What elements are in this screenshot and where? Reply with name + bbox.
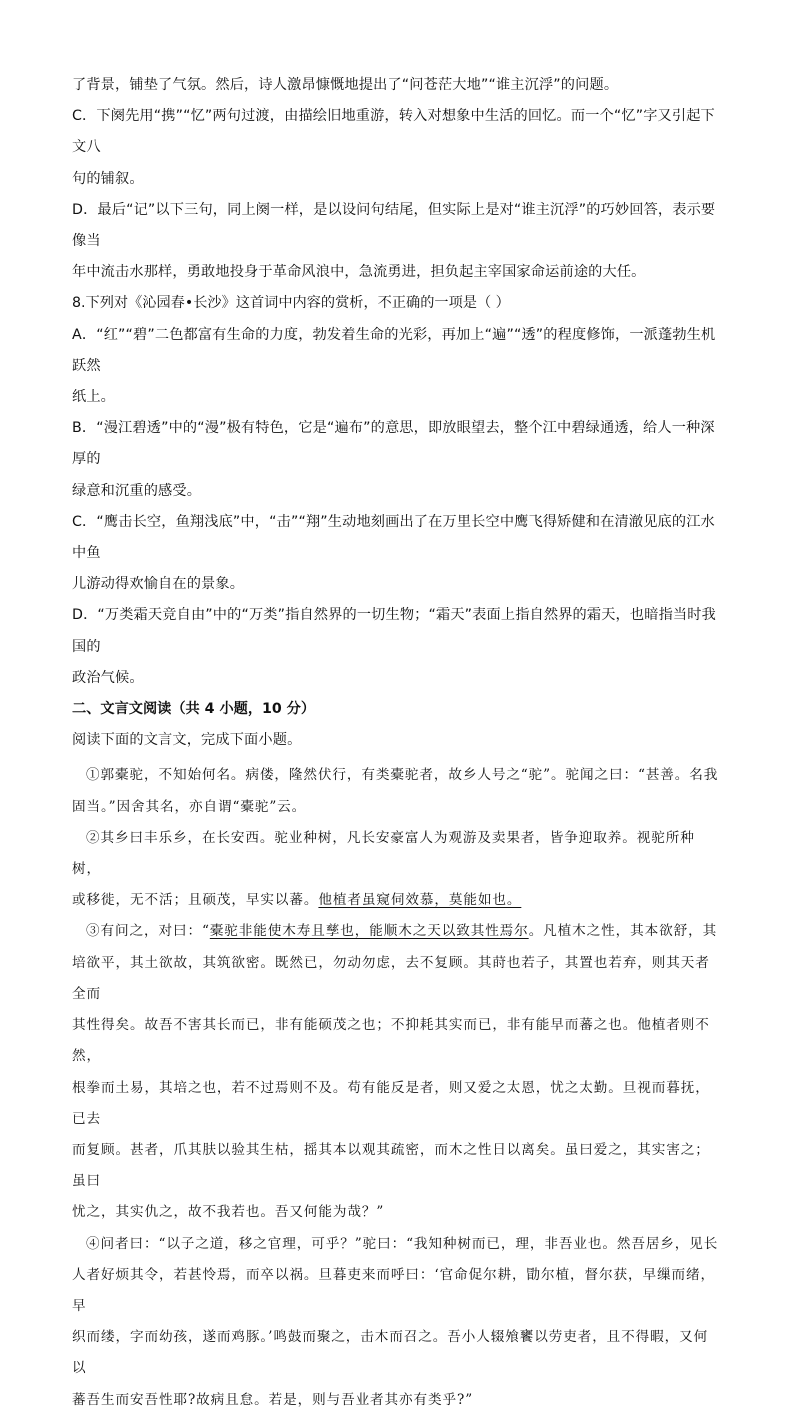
option-d-line: 年中流击水那样，勇敢地投身于革命风浪中，急流勇进，担负起主宰国家命运前途的大任。 xyxy=(72,264,646,281)
question-8: 8.下列对《沁园春•长沙》这首词中内容的赏析，不正确的一项是（ ） xyxy=(72,295,510,312)
q8-option-d: D．“万类霜天竞自由”中的“万类”指自然界的一切生物；“霜天”表面上指自然界的霜天，也暗指当时我国的 xyxy=(72,607,716,655)
passage-paragraph-2: ②其乡曰丰乐乡，在长安西。驼业种树，凡长安豪富人为观游及卖果者，皆争迎取养。视驼所种树， xyxy=(72,829,695,878)
passage-paragraph-2 xyxy=(72,885,722,916)
passage-paragraph-1: ①郭橐驼，不知始何名。病偻，隆然伏行，有类橐驼者，故乡人号之“驼”。驼闻之曰：“甚善。名我 xyxy=(86,767,719,784)
passage-paragraph-3: 其性得矣。故吾不害其长而已，非有能硕茂之也；不抑耗其实而已，非有能早而蕃之也。他植者则不然， xyxy=(72,1017,710,1065)
instruction: 阅读下面的文言文，完成下面小题。 xyxy=(72,732,302,749)
passage-paragraph-4: ④问者曰：“以子之道，移之官理，可乎？”驼曰：“我知种树而已，理，非吾业也。然吾居乡，见长 xyxy=(86,1235,719,1252)
passage-paragraph-4: 蕃吾生而安吾性耶?故病且怠。若是，则与吾业者其亦有类乎?” xyxy=(72,1391,474,1408)
passage-paragraph-3: 根拳而土易，其培之也，若不过焉则不及。苟有能反是者，则又爱之太恩，忧之太勤。旦视而暮抚，已去 xyxy=(72,1079,710,1127)
q8-option-b: 绿意和沉重的感受。 xyxy=(72,482,202,499)
passage-paragraph-4: 织而缕，字而幼孩，遂而鸡豚。’鸣鼓而聚之，击木而召之。吾小人辍飧饔以劳吏者，且不得暇，又何以 xyxy=(72,1329,709,1377)
q8-option-c: 儿游动得欢愉自在的景象。 xyxy=(72,576,245,593)
passage-paragraph-1: 固当。”因舍其名，亦自谓“橐驼”云。 xyxy=(72,798,307,815)
passage-paragraph-3: 培欲平，其土欲故，其筑欲密。既然已，勿动勿虑，去不复顾。其莳也若子，其置也若弃，则其天者全而 xyxy=(72,954,710,1002)
option-c-line: C．下阕先用“携”“忆”两句过渡，由描绘旧地重游，转入对想象中生活的回忆。而一个“忆”字又引起下文八 xyxy=(72,108,715,156)
passage-text: 或移徙，无不活；且硕茂，早实以蕃。 xyxy=(72,892,319,909)
q8-option-d: 政治气候。 xyxy=(72,669,144,686)
q8-option-a: A．“红”“碧”二色都富有生命的力度，勃发着生命的光彩，再加上“遍”“透”的程度修饰，一派蓬勃生机跃然 xyxy=(72,326,716,374)
passage-paragraph-4: 人者好烦其令，若甚怜焉，而卒以祸。旦暮吏来而呼曰：‘官命促尔耕，勖尔植，督尔获，早缫而绪，早 xyxy=(72,1266,715,1314)
passage-paragraph-3: 忧之，其实仇之，故不我若也。吾又何能为哉？” xyxy=(72,1204,385,1221)
q8-option-a: 纸上。 xyxy=(72,389,116,406)
passage-text: ③有问之，对曰：“ xyxy=(86,923,210,940)
underlined-sentence: 橐驼非能使木寿且孳也，能顺木之天以致其性焉尔 xyxy=(209,923,529,940)
option-c-line: 句的铺叙。 xyxy=(72,170,144,187)
section-heading: 二、文言文阅读（共 4 小题，10 分） xyxy=(72,701,316,718)
option-d-line: D．最后“记”以下三句，同上阕一样，是以设问句结尾，但实际上是对“谁主沉浮”的巧妙回答，表示要像当 xyxy=(72,201,716,250)
passage-paragraph-3 xyxy=(72,916,722,947)
q8-option-b: B．“漫江碧透”中的“漫”极有特色，它是“遍布”的意思，即放眼望去，整个江中碧绿通透，给人一种深厚的 xyxy=(72,420,715,468)
q8-option-c: C．“鹰击长空，鱼翔浅底”中，“击”“翔”生动地刻画出了在万里长空中鹰飞得矫健和在清澈见底的江水中鱼 xyxy=(72,513,715,562)
passage-text: 。凡植木之性，其本欲舒，其 xyxy=(528,923,718,940)
document-page xyxy=(72,70,722,1416)
text-line: 了背景，铺垫了气氛。然后，诗人激昂慷慨地提出了“问苍茫大地”“谁主沉浮”的问题。 xyxy=(72,77,619,93)
passage-paragraph-3: 而复顾。甚者，爪其肤以验其生枯，摇其本以观其疏密，而木之性日以离矣。虽曰爱之，其实害之；虽曰 xyxy=(72,1141,710,1190)
underlined-sentence: 他植者虽窥伺效慕，莫能如也。 xyxy=(318,892,522,909)
